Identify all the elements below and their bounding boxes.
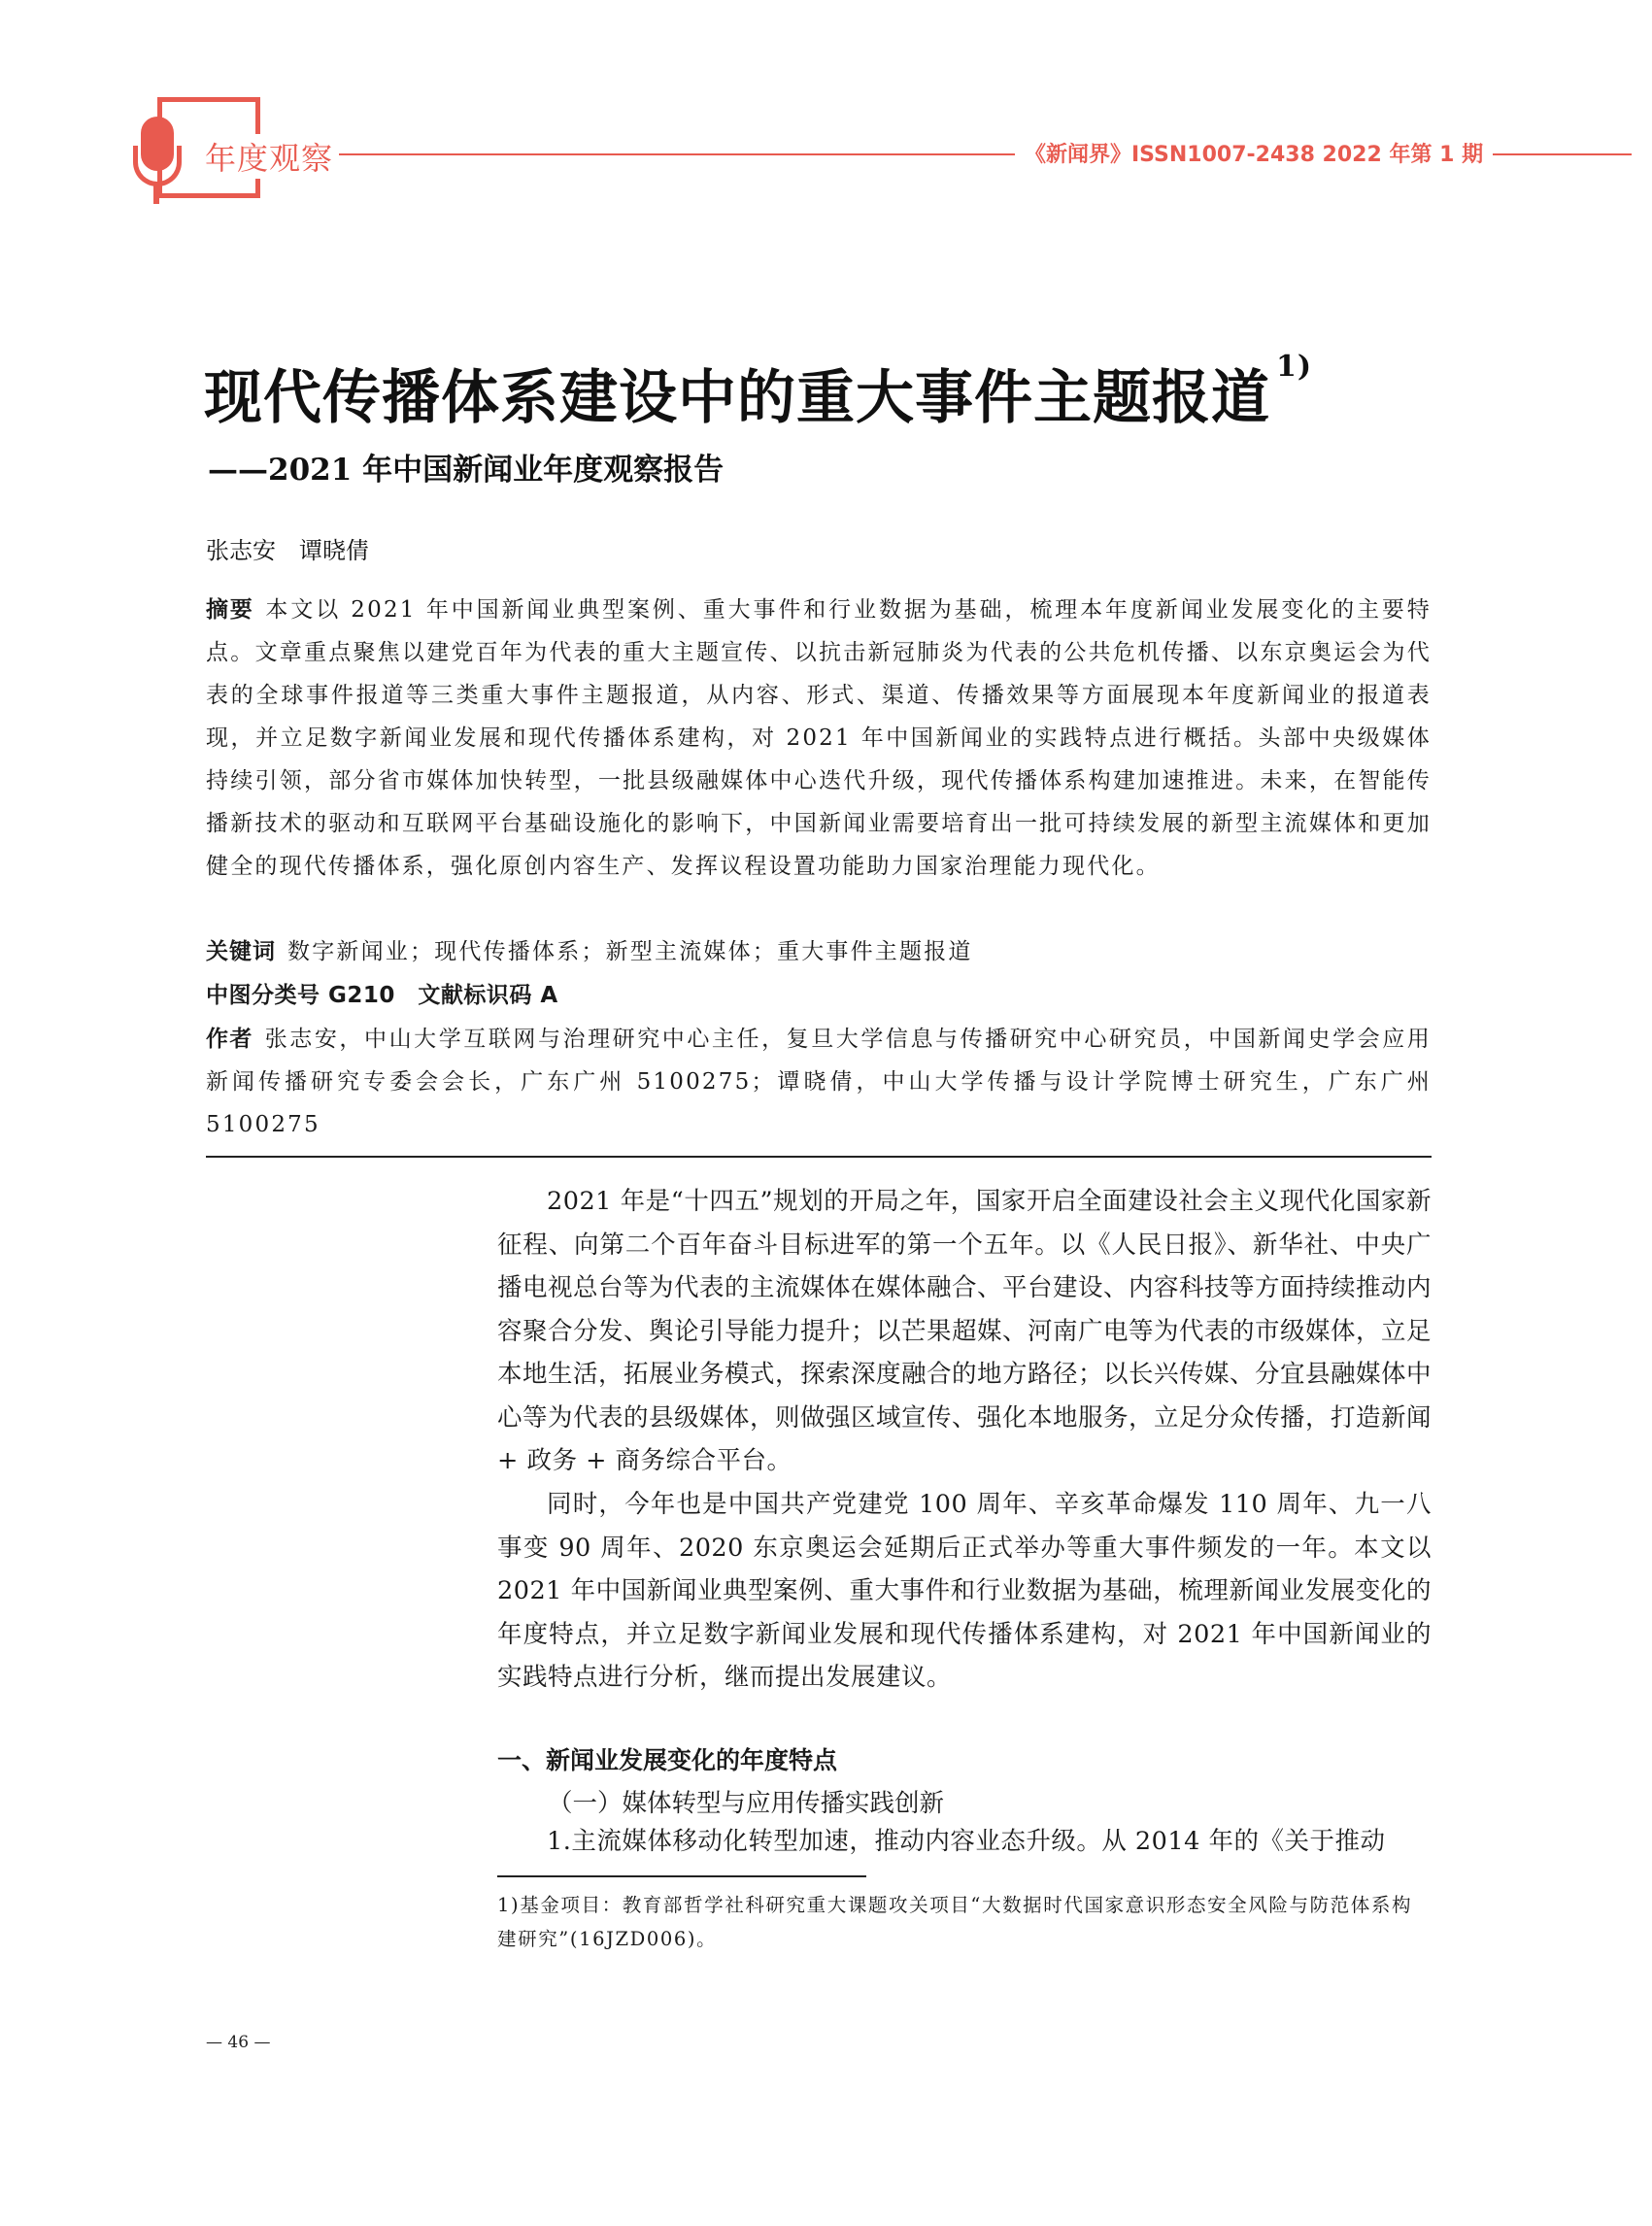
article-authors: 张志安 谭晓倩 xyxy=(206,537,369,564)
article-title xyxy=(204,352,1312,435)
keywords xyxy=(206,930,1432,973)
section-heading: 一、新闻业发展变化的年度特点 xyxy=(497,1746,838,1774)
paragraph-text: 同时，今年也是中国共产党建党 100 周年、辛亥革命爆发 110 周年、九一八事变 90 周年、2020 东京奥运会延期后正式举办等重大事件频发的一年。本文以 2021 年中国新闻业典型案例、重大事件和行业数据为基础，梳理新闻业发展变化的年度特点，并立足数字新闻业发展和现代传播体系建构，对 2021 年中国新闻业的实践特点进行分析，继而提出发展建议。 xyxy=(497,1490,1432,1692)
footnote: 1)基金项目：教育部哲学社科研究重大课题攻关项目“大数据时代国家意识形态安全风险与防范体系构建研究”(16JZD006)。 xyxy=(497,1894,1413,1950)
author-info xyxy=(206,1018,1432,1146)
journal-info: 《新闻界》ISSN1007-2438 2022 年第 1 期 xyxy=(1015,138,1493,168)
author-label: 作者 xyxy=(206,1027,253,1052)
body-paragraph-2 xyxy=(497,1483,1432,1700)
abstract-label: 摘要 xyxy=(206,597,254,623)
abstract xyxy=(206,589,1432,888)
subsection-heading: （一）媒体转型与应用传播实践创新 xyxy=(548,1789,945,1818)
abstract-divider xyxy=(206,1156,1432,1158)
article-subtitle: ——2021 年中国新闻业年度观察报告 xyxy=(208,453,725,488)
footnote-divider xyxy=(497,1875,866,1877)
body-paragraph-3 xyxy=(497,1820,1432,1864)
title-footnote-mark: 1) xyxy=(1276,350,1313,384)
page-number: — 46 — xyxy=(206,2033,271,2052)
keywords-text: 数字新闻业；现代传播体系；新型主流媒体；重大事件主题报道 xyxy=(287,939,973,964)
paragraph-text: 2021 年是“十四五”规划的开局之年，国家开启全面建设社会主义现代化国家新征程、向第二个百年奋斗目标进军的第一个五年。以《人民日报》、新华社、中央广播电视总台等为代表的主流媒体在媒体融合、平台建设、内容科技等方面持续推动内容聚合分发、舆论引导能力提升；以芒果超媒、河南广电等为代表的市级媒体，立足本地生活，拓展业务模式，探索深度融合的地方路径；以长兴传媒、分宜县融媒体中心等为代表的县级媒体，则做强区域宣传、强化本地服务，立足分众传播，打造新闻 + 政务 + 商务综合平台。 xyxy=(497,1187,1433,1475)
classification: 中图分类号 G210 文献标识码 A xyxy=(206,983,558,1008)
abstract-text: 本文以 2021 年中国新闻业典型案例、重大事件和行业数据为基础，梳理本年度新闻业发展变化的主要特点。文章重点聚焦以建党百年为代表的重大主题宣传、以抗击新冠肺炎为代表的公共危机传播、以东京奥运会为代表的全球事件报道等三类重大事件主题报道，从内容、形式、渠道、传播效果等方面展现本年度新闻业的报道表现，并立足数字新闻业发展和现代传播体系建构，对 2021 年中国新闻业的实践特点进行概括。头部中央级媒体持续引领，部分省市媒体加快转型，一批县级融媒体中心迭代升级，现代传播体系构建加速推进。未来，在智能传播新技术的驱动和互联网平台基础设施化的影响下，中国新闻业需要培育出一批可持续发展的新型主流媒体和更加健全的现代传播体系，强化原创内容生产、发挥议程设置功能助力国家治理能力现代化。 xyxy=(206,597,1432,879)
paragraph-text: 1.主流媒体移动化转型加速，推动内容业态升级。从 2014 年的《关于推动 xyxy=(547,1827,1386,1856)
author-text: 张志安，中山大学互联网与治理研究中心主任，复旦大学信息与传播研究中心研究员，中国新闻史学会应用新闻传播研究专委会会长，广东广州 5100275；谭晓倩，中山大学传播与设计学院博士研究生，广东广州 5100275 xyxy=(206,1027,1432,1137)
keywords-label: 关键词 xyxy=(206,939,276,964)
article-title-text: 现代传播体系建设中的重大事件主题报道 xyxy=(204,364,1270,432)
section-label: 年度观察 xyxy=(199,134,339,179)
body-paragraph-1 xyxy=(497,1180,1432,1483)
